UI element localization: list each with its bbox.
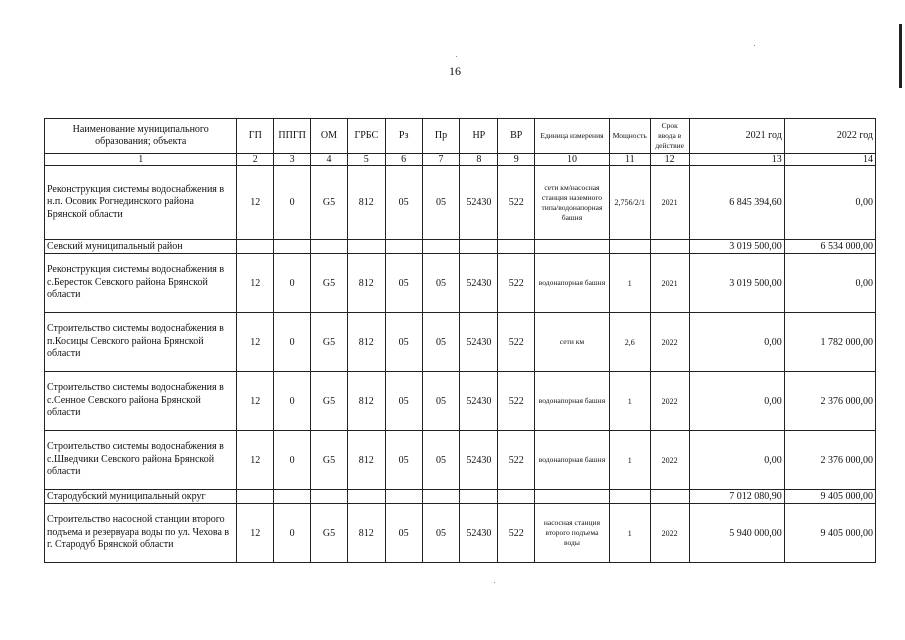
column-number: 3 — [274, 154, 311, 166]
header-om: ОМ — [311, 119, 348, 154]
gp-cell: 12 — [237, 504, 274, 563]
pr-cell: 05 — [422, 166, 460, 240]
column-number: 6 — [385, 154, 422, 166]
pr-cell: 05 — [422, 504, 460, 563]
empty-cell — [274, 490, 311, 504]
empty-cell — [609, 240, 650, 254]
amount-2021-cell: 0,00 — [689, 431, 784, 490]
pr-cell: 05 — [422, 254, 460, 313]
header-ppgp: ППГП — [274, 119, 311, 154]
gp-cell: 12 — [237, 431, 274, 490]
amount-2022-cell: 2 376 000,00 — [784, 372, 875, 431]
amount-2021-cell: 0,00 — [689, 313, 784, 372]
pr-cell: 05 — [422, 372, 460, 431]
ppgp-cell: 0 — [274, 431, 311, 490]
capacity-cell: 1 — [609, 504, 650, 563]
amount-2021-cell: 5 940 000,00 — [689, 504, 784, 563]
column-number: 1 — [45, 154, 237, 166]
grbs-cell: 812 — [347, 166, 385, 240]
empty-cell — [274, 240, 311, 254]
scan-speck — [456, 56, 457, 57]
header-row — [45, 119, 876, 154]
empty-cell — [237, 240, 274, 254]
column-number: 11 — [609, 154, 650, 166]
table-row — [45, 166, 876, 240]
unit-cell: водонапорная башня — [535, 431, 610, 490]
capacity-cell: 1 — [609, 372, 650, 431]
column-number: 9 — [498, 154, 535, 166]
om-cell: G5 — [311, 254, 348, 313]
ppgp-cell: 0 — [274, 372, 311, 431]
ppgp-cell: 0 — [274, 313, 311, 372]
municipality-name: Севский муниципальный район — [45, 240, 237, 254]
capacity-cell: 2,756/2/1 — [609, 166, 650, 240]
om-cell: G5 — [311, 504, 348, 563]
rz-cell: 05 — [385, 254, 422, 313]
column-number-row — [45, 154, 876, 166]
column-number: 5 — [347, 154, 385, 166]
rz-cell: 05 — [385, 313, 422, 372]
municipality-name: Стародубский муниципальный округ — [45, 490, 237, 504]
header-vr: ВР — [498, 119, 535, 154]
amount-2022-cell: 0,00 — [784, 254, 875, 313]
gp-cell: 12 — [237, 254, 274, 313]
empty-cell — [347, 240, 385, 254]
empty-cell — [609, 490, 650, 504]
group-row — [45, 490, 876, 504]
empty-cell — [311, 240, 348, 254]
column-number: 8 — [460, 154, 498, 166]
nr-cell: 52430 — [460, 254, 498, 313]
om-cell: G5 — [311, 313, 348, 372]
nr-cell: 52430 — [460, 431, 498, 490]
vr-cell: 522 — [498, 431, 535, 490]
column-number: 13 — [689, 154, 784, 166]
object-name: Строительство системы водоснабжения в с.Сенное Севского района Брянской области — [45, 372, 237, 431]
vr-cell: 522 — [498, 166, 535, 240]
capacity-cell: 1 — [609, 431, 650, 490]
capacity-cell: 1 — [609, 254, 650, 313]
table-row — [45, 504, 876, 563]
vr-cell: 522 — [498, 504, 535, 563]
empty-cell — [460, 490, 498, 504]
empty-cell — [498, 490, 535, 504]
scan-speck — [494, 582, 495, 583]
commission-year-cell: 2021 — [650, 254, 689, 313]
amount-2022-cell: 2 376 000,00 — [784, 431, 875, 490]
empty-cell — [650, 240, 689, 254]
grbs-cell: 812 — [347, 504, 385, 563]
rz-cell: 05 — [385, 166, 422, 240]
nr-cell: 52430 — [460, 166, 498, 240]
table-row — [45, 372, 876, 431]
nr-cell: 52430 — [460, 504, 498, 563]
commission-year-cell: 2022 — [650, 372, 689, 431]
empty-cell — [385, 240, 422, 254]
capacity-cell: 2,6 — [609, 313, 650, 372]
amount-2022-cell: 0,00 — [784, 166, 875, 240]
header-pr: Пр — [422, 119, 460, 154]
table-row — [45, 254, 876, 313]
object-name: Строительство насосной станции второго подъема и резервуара воды по ул. Чехова в г. Стародуб Брянской области — [45, 504, 237, 563]
scan-edge-mark — [899, 24, 902, 88]
om-cell: G5 — [311, 166, 348, 240]
empty-cell — [535, 240, 610, 254]
gp-cell: 12 — [237, 372, 274, 431]
rz-cell: 05 — [385, 504, 422, 563]
unit-cell: сети км — [535, 313, 610, 372]
amount-2022-cell: 6 534 000,00 — [784, 240, 875, 254]
commission-year-cell: 2022 — [650, 504, 689, 563]
group-row — [45, 240, 876, 254]
amount-2022-cell: 9 405 000,00 — [784, 490, 875, 504]
column-number: 4 — [311, 154, 348, 166]
nr-cell: 52430 — [460, 372, 498, 431]
rz-cell: 05 — [385, 431, 422, 490]
commission-year-cell: 2022 — [650, 313, 689, 372]
empty-cell — [650, 490, 689, 504]
empty-cell — [535, 490, 610, 504]
unit-cell: водонапорная башня — [535, 372, 610, 431]
ppgp-cell: 0 — [274, 504, 311, 563]
header-gp: ГП — [237, 119, 274, 154]
header-nr: НР — [460, 119, 498, 154]
om-cell: G5 — [311, 372, 348, 431]
ppgp-cell: 0 — [274, 254, 311, 313]
page-number: 16 — [449, 64, 461, 78]
commission-year-cell: 2021 — [650, 166, 689, 240]
amount-2021-cell: 0,00 — [689, 372, 784, 431]
rz-cell: 05 — [385, 372, 422, 431]
empty-cell — [347, 490, 385, 504]
empty-cell — [498, 240, 535, 254]
om-cell: G5 — [311, 431, 348, 490]
object-name: Строительство системы водоснабжения в п.Косицы Севского района Брянской области — [45, 313, 237, 372]
unit-cell: водонапорная башня — [535, 254, 610, 313]
table-row — [45, 431, 876, 490]
unit-cell: насосная станция второго подъема воды — [535, 504, 610, 563]
grbs-cell: 812 — [347, 372, 385, 431]
column-number: 12 — [650, 154, 689, 166]
vr-cell: 522 — [498, 372, 535, 431]
header-object: Наименование муниципального образования; объекта — [45, 119, 237, 154]
amount-2021-cell: 7 012 080,90 — [689, 490, 784, 504]
column-number: 2 — [237, 154, 274, 166]
object-name: Реконструкция системы водоснабжения в н.п. Осовик Рогнединского района Брянской области — [45, 166, 237, 240]
header-rz: Рз — [385, 119, 422, 154]
nr-cell: 52430 — [460, 313, 498, 372]
empty-cell — [385, 490, 422, 504]
budget-table — [44, 118, 876, 563]
object-name: Реконструкция системы водоснабжения в с.Бересток Севского района Брянской области — [45, 254, 237, 313]
gp-cell: 12 — [237, 166, 274, 240]
empty-cell — [311, 490, 348, 504]
header-grbs: ГРБС — [347, 119, 385, 154]
scan-speck — [754, 45, 755, 46]
grbs-cell: 812 — [347, 431, 385, 490]
amount-2021-cell: 3 019 500,00 — [689, 240, 784, 254]
pr-cell: 05 — [422, 313, 460, 372]
header-2022: 2022 год — [784, 119, 875, 154]
header-commission-year: Срок ввода в действие — [650, 119, 689, 154]
object-name: Строительство системы водоснабжения в с.Шведчики Севского района Брянской области — [45, 431, 237, 490]
column-number: 7 — [422, 154, 460, 166]
column-number: 14 — [784, 154, 875, 166]
ppgp-cell: 0 — [274, 166, 311, 240]
unit-cell: сети км/насосная станция наземного типа/водонапорная башня — [535, 166, 610, 240]
column-number: 10 — [535, 154, 610, 166]
header-capacity: Мощность — [609, 119, 650, 154]
amount-2021-cell: 3 019 500,00 — [689, 254, 784, 313]
gp-cell: 12 — [237, 313, 274, 372]
header-2021: 2021 год — [689, 119, 784, 154]
amount-2022-cell: 9 405 000,00 — [784, 504, 875, 563]
amount-2021-cell: 6 845 394,60 — [689, 166, 784, 240]
header-unit: Единица измерения — [535, 119, 610, 154]
vr-cell: 522 — [498, 254, 535, 313]
commission-year-cell: 2022 — [650, 431, 689, 490]
grbs-cell: 812 — [347, 313, 385, 372]
amount-2022-cell: 1 782 000,00 — [784, 313, 875, 372]
grbs-cell: 812 — [347, 254, 385, 313]
empty-cell — [237, 490, 274, 504]
empty-cell — [460, 240, 498, 254]
empty-cell — [422, 240, 460, 254]
table-row — [45, 313, 876, 372]
vr-cell: 522 — [498, 313, 535, 372]
empty-cell — [422, 490, 460, 504]
pr-cell: 05 — [422, 431, 460, 490]
